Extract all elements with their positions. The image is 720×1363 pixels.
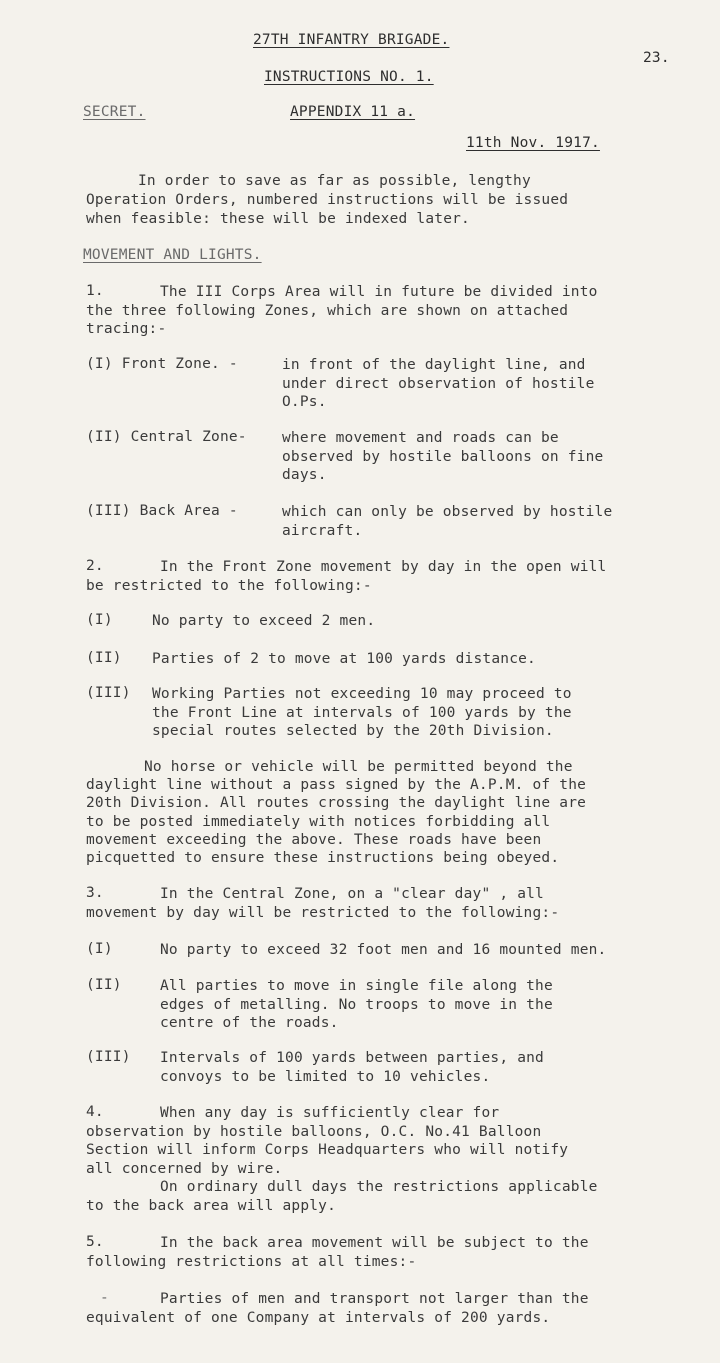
- para2-item3-text: Working Parties not exceeding 10 may proceed to the Front Line at intervals of 100 yards by the special routes selected by the 20th Division.: [152, 686, 572, 739]
- appendix-label: APPENDIX 11 a.: [290, 104, 416, 120]
- zone-front-text: in front of the daylight line, and under direct observation of hostile O.Ps.: [282, 357, 595, 410]
- para5-item-label: -: [100, 1290, 109, 1306]
- para2-number: 2.: [86, 558, 104, 574]
- zone-back-text: which can only be observed by hostile aircraft.: [282, 504, 613, 539]
- para3-text: In the Central Zone, on a "clear day" , all movement by day will be restricted to the following:-: [86, 886, 560, 921]
- document-date: 11th Nov. 1917.: [466, 135, 600, 151]
- secret-label: SECRET.: [83, 104, 146, 120]
- page-number: 23.: [643, 50, 670, 66]
- zone-central-text: where movement and roads can be observed by hostile balloons on fine days.: [282, 430, 604, 483]
- brigade-title: 27TH INFANTRY BRIGADE.: [253, 32, 450, 48]
- zone-front-label: (I) Front Zone. -: [86, 356, 238, 372]
- para5-text: In the back area movement will be subject to the following restrictions at all times:-: [86, 1235, 589, 1270]
- para3-item1-label: (I): [86, 941, 113, 957]
- para1-text: The III Corps Area will in future be divided into the three following Zones, which are shown on attached tracing:-: [86, 284, 598, 337]
- section-heading: [83, 247, 262, 263]
- para5-item-text: Parties of men and transport not larger than the equivalent of one Company at intervals of 200 yards.: [86, 1291, 589, 1326]
- zone-back-label: (III) Back Area -: [86, 503, 238, 519]
- para2-text: In the Front Zone movement by day in the open will be restricted to the following:-: [86, 559, 607, 594]
- para3-item2-label: (II): [86, 977, 122, 993]
- para3-item3-text: Intervals of 100 yards between parties, and convoys to be limited to 10 vehicles.: [160, 1050, 544, 1085]
- para4-text2: On ordinary dull days the restrictions applicable to the back area will apply.: [86, 1179, 598, 1214]
- para2-item1-text: No party to exceed 2 men.: [152, 613, 376, 629]
- para3-number: 3.: [86, 885, 104, 901]
- para3-item2-text: All parties to move in single file along the edges of metalling. No troops to move in the centre of the roads.: [160, 978, 553, 1031]
- section-heading-text: MOVEMENT AND LIGHTS.: [83, 247, 262, 263]
- para3-item1-text: No party to exceed 32 foot men and 16 mounted men.: [160, 942, 607, 958]
- para2-item1-label: (I): [86, 612, 113, 628]
- para2-item2-text: Parties of 2 to move at 100 yards distance.: [152, 651, 536, 667]
- para4-number: 4.: [86, 1104, 104, 1120]
- para2-item3-label: (III): [86, 685, 131, 701]
- para3-item3-label: (III): [86, 1049, 131, 1065]
- para4-text: When any day is sufficiently clear for observation by hostile balloons, O.C. No.41 Balloon Section will inform Corps Headquarters who will notify all concerned by wire.: [86, 1105, 569, 1177]
- instructions-title: INSTRUCTIONS NO. 1.: [264, 69, 434, 85]
- para1-number: 1.: [86, 283, 104, 299]
- para2-note: No horse or vehicle will be permitted beyond the daylight line without a pass signed by the A.P.M. of the 20th Division. All routes crossing the daylight line are to be posted immediately with notices forbidding all movement exceeding the above. These roads have been picquetted to ensure these instructions being obeyed.: [86, 759, 587, 867]
- para2-item2-label: (II): [86, 650, 122, 666]
- zone-central-label: (II) Central Zone-: [86, 429, 247, 445]
- intro-paragraph: In order to save as far as possible, lengthy Operation Orders, numbered instructions will be issued when feasible: these will be indexed later.: [86, 173, 569, 227]
- para5-number: 5.: [86, 1234, 104, 1250]
